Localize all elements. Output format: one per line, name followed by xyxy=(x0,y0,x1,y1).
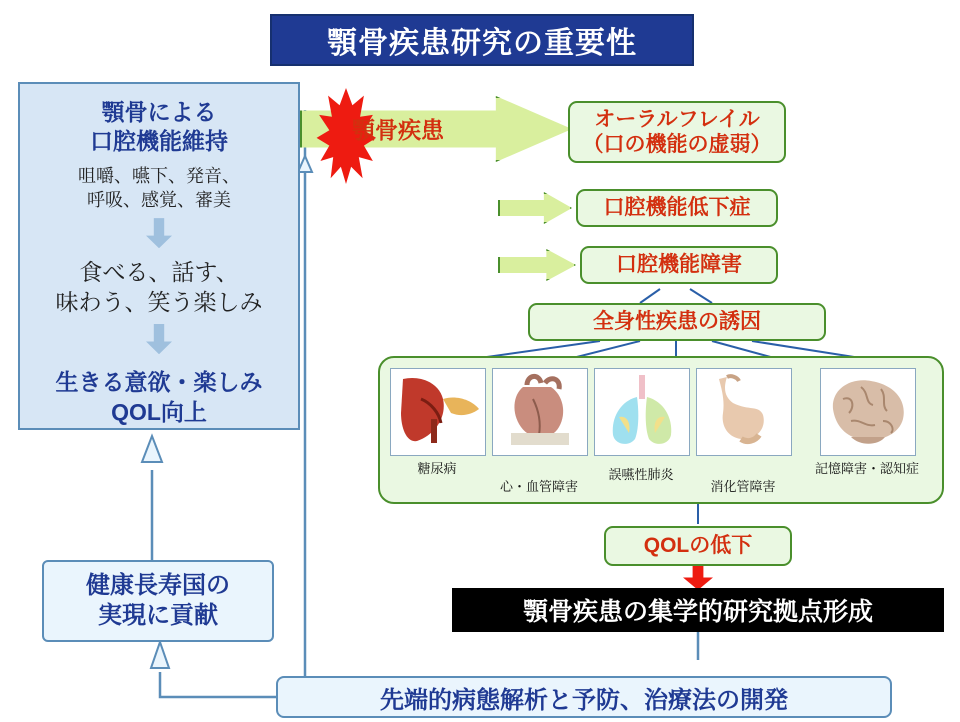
oral-decline-box: 口腔機能低下症 xyxy=(576,189,778,227)
lung-image xyxy=(594,368,690,456)
organ-label-diabetes: 糖尿病 xyxy=(417,461,457,476)
diabetes-image xyxy=(390,368,486,456)
systemic-disease-box: 全身性疾患の誘因 xyxy=(528,303,826,341)
organ-images-panel xyxy=(378,356,944,504)
panel-heading-line1: 顎骨による xyxy=(101,99,217,125)
qol-improve-line1: 生きる意欲・楽しみ xyxy=(55,369,263,396)
down-arrow-icon xyxy=(146,218,172,248)
disease-label: 顎骨疾患 xyxy=(352,116,444,143)
research-hub-banner: 顎骨疾患の集学的研究拠点形成 xyxy=(452,588,944,632)
qol-improve-line2: QOL向上 xyxy=(111,399,207,426)
enjoyment-line1: 食べる、話す、 xyxy=(79,259,239,286)
oral-disorder-box: 口腔機能障害 xyxy=(580,246,778,284)
oral-frail-box xyxy=(568,101,786,163)
enjoyment-text xyxy=(56,258,263,318)
down-arrow-icon-2 xyxy=(146,324,172,354)
organ-label-heart: 心・血管障害 xyxy=(499,479,578,494)
oral-functions-line2: 呼吸、感覚、審美 xyxy=(87,189,231,210)
organ-label-lung: 誤嚥性肺炎 xyxy=(608,467,674,482)
brain-image xyxy=(820,368,916,456)
oral-functions-line1: 咀嚼、嚥下、発音、 xyxy=(78,165,240,186)
qol-improve-text xyxy=(56,368,263,428)
oral-functions-text xyxy=(78,164,240,213)
contribution-line2: 実現に貢献 xyxy=(98,602,218,629)
contribution-box xyxy=(42,560,274,642)
panel-heading xyxy=(90,98,228,156)
contribution-line1: 健康長寿国の xyxy=(86,572,230,599)
heart-vessel-image xyxy=(492,368,588,456)
oral-function-panel xyxy=(18,82,300,430)
enjoyment-line2: 味わう、笑う楽しみ xyxy=(55,289,263,316)
panel-heading-line2: 口腔機能維持 xyxy=(90,127,228,154)
oral-frail-line2: （口の機能の虚弱） xyxy=(582,133,772,156)
page-title: 顎骨疾患研究の重要性 xyxy=(270,14,694,66)
oral-frail-line1: オーラルフレイル xyxy=(594,107,760,131)
organ-label-stomach: 消化管障害 xyxy=(710,479,776,494)
stomach-image xyxy=(696,368,792,456)
development-box: 先端的病態解析と予防、治療法の開発 xyxy=(276,676,892,718)
qol-decline-box: QOLの低下 xyxy=(604,526,792,566)
organ-label-brain: 記憶障害・認知症 xyxy=(814,461,919,476)
